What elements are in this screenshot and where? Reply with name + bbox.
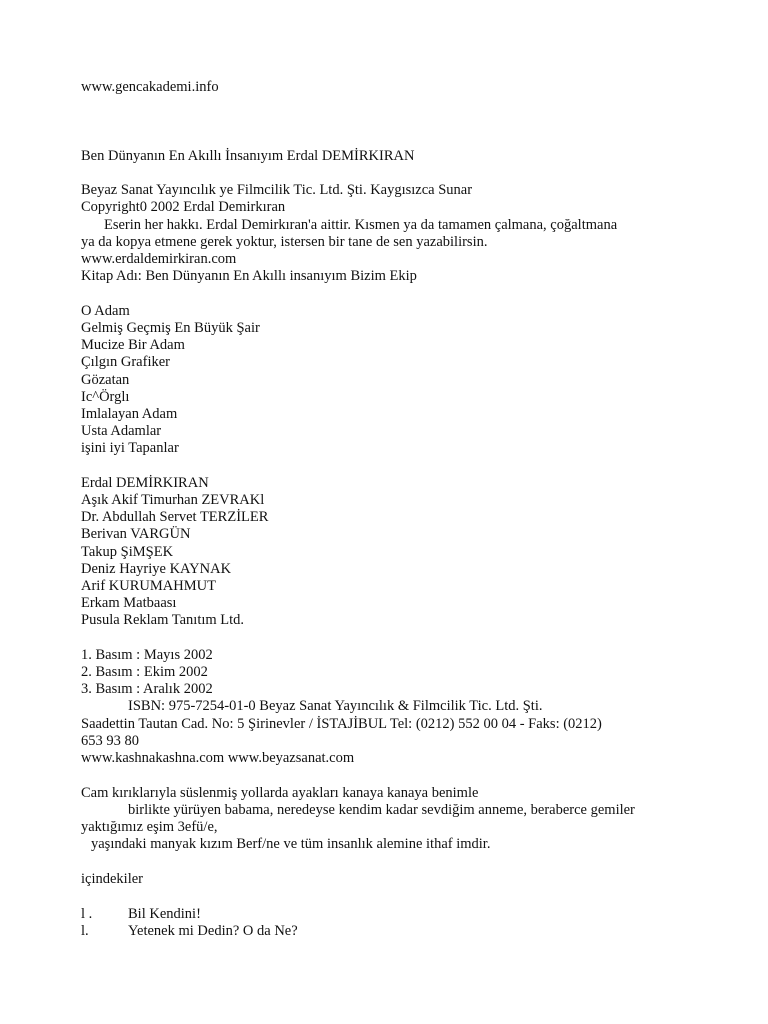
name-item: Takup ŞiMŞEK [81, 544, 174, 560]
rights-line-1: Eserin her hakkı. Erdal Demirkıran'a aittir. Kısmen ya da tamamen çalmana, çoğaltmana [104, 217, 618, 233]
role-item: Gelmiş Geçmiş En Büyük Şair [81, 320, 260, 336]
name-item: Pusula Reklam Tanıtım Ltd. [81, 612, 245, 628]
copyright-line: Copyright0 2002 Erdal Demirkıran [81, 199, 286, 215]
edition-item: 1. Basım : Mayıs 2002 [81, 647, 213, 663]
toc-item-title: Bil Kendini! [128, 906, 201, 922]
name-item: Berivan VARGÜN [81, 526, 191, 542]
publisher-websites: www.kashnakashna.com www.beyazsanat.com [81, 750, 355, 766]
rights-line-2: ya da kopya etmene gerek yoktur, istersen bir tane de sen yazabilirsin. [81, 234, 488, 250]
role-item: işini iyi Tapanlar [81, 440, 179, 456]
edition-item: 2. Basım : Ekim 2002 [81, 664, 208, 680]
role-item: Gözatan [81, 372, 130, 388]
dedication-line-2: birlikte yürüyen babama, neredeyse kendim kadar sevdiğim anneme, beraberce gemiler [128, 802, 635, 818]
name-item: Erdal DEMİRKIRAN [81, 475, 209, 491]
toc-item-number: l. [81, 923, 89, 939]
role-item: Usta Adamlar [81, 423, 162, 439]
toc-item-title: Yetenek mi Dedin? O da Ne? [128, 923, 298, 939]
book-title-line: Ben Dünyanın En Akıllı İnsanıyım Erdal DEMİRKIRAN [81, 148, 415, 164]
publisher-line: Beyaz Sanat Yayıncılık ye Filmcilik Tic. Ltd. Şti. Kaygısızca Sunar [81, 182, 473, 198]
toc-item-number: l . [81, 906, 93, 922]
name-item: Dr. Abdullah Servet TERZİLER [81, 509, 269, 525]
dedication-line-3: yaktığımız eşim 3efü/e, [81, 819, 218, 835]
site-url: www.gencakademi.info [81, 79, 219, 95]
role-item: Imlalayan Adam [81, 406, 178, 422]
name-item: Deniz Hayriye KAYNAK [81, 561, 232, 577]
role-item: Mucize Bir Adam [81, 337, 185, 353]
isbn-line: ISBN: 975-7254-01-0 Beyaz Sanat Yayıncılık & Filmcilik Tic. Ltd. Şti. [128, 698, 543, 714]
address-line-1: Saadettin Tautan Cad. No: 5 Şirinevler / İSTAJİBUL Tel: (0212) 552 00 04 - Faks: (0212) [81, 716, 602, 732]
edition-item: 3. Basım : Aralık 2002 [81, 681, 213, 697]
name-item: Aşık Akif Timurhan ZEVRAKl [81, 492, 265, 508]
name-item: Arif KURUMAHMUT [81, 578, 216, 594]
dedication-line-4: yaşındaki manyak kızım Berf/ne ve tüm insanlık alemine ithaf imdir. [91, 836, 491, 852]
dedication-line-1: Cam kırıklarıyla süslenmiş yollarda ayakları kanaya kanaya benimle [81, 785, 479, 801]
name-item: Erkam Matbaası [81, 595, 177, 611]
address-line-2: 653 93 80 [81, 733, 139, 749]
role-item: O Adam [81, 303, 130, 319]
toc-heading: içindekiler [81, 871, 144, 887]
role-item: Çılgın Grafiker [81, 354, 170, 370]
role-item: Ic^Örglı [81, 389, 130, 405]
author-website: www.erdaldemirkiran.com [81, 251, 237, 267]
book-name-line: Kitap Adı: Ben Dünyanın En Akıllı insanıyım Bizim Ekip [81, 268, 417, 284]
